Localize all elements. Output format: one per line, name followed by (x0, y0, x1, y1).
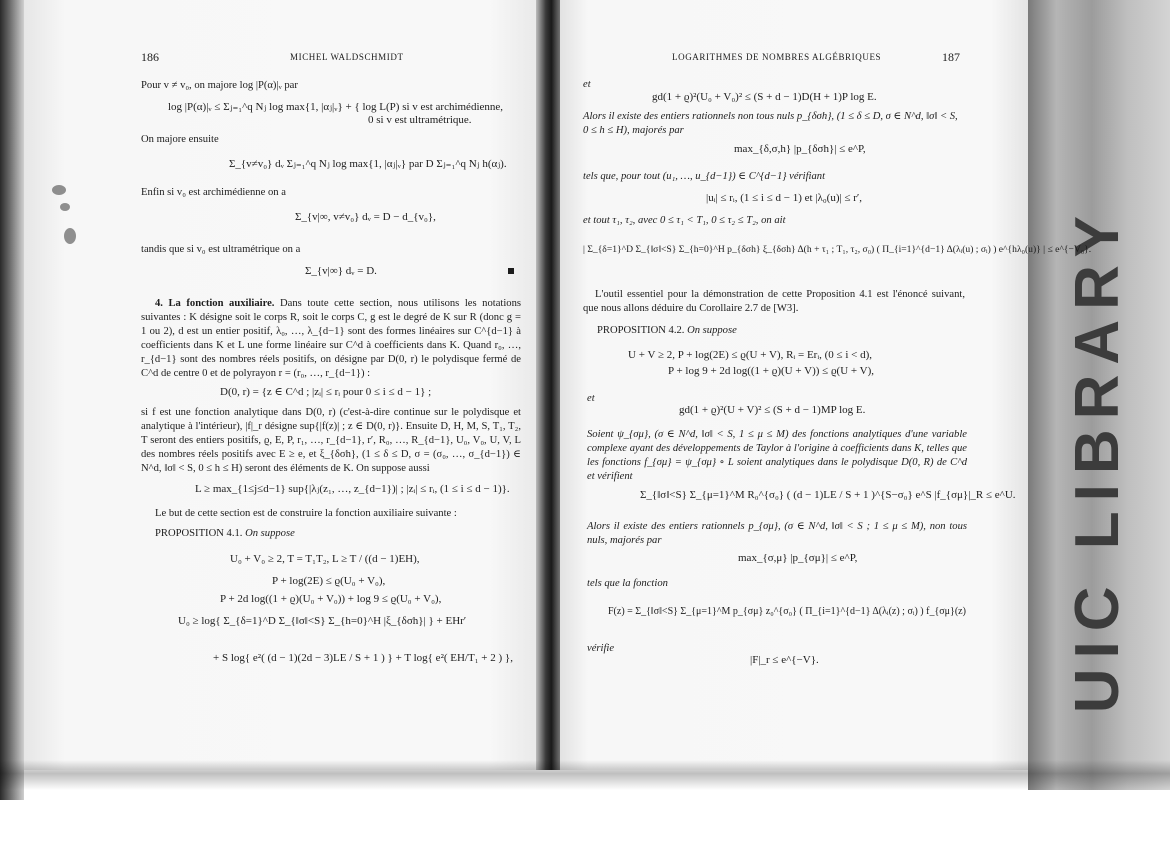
formula: log |P(α)|ᵥ ≤ Σⱼ₌₁^q Nⱼ log max{1, |αⱼ|ᵥ} + { log L(P) si v est archimédienne, (168, 101, 504, 113)
formula: U + V ≥ 2, P + log(2E) ≤ ϱ(U + V), Rᵢ = Erᵢ, (0 ≤ i < d), (628, 349, 872, 361)
text-line: et (587, 393, 595, 404)
text-line: et (583, 79, 591, 90)
formula: L ≥ max_{1≤j≤d−1} sup{|λⱼ(z₁, …, z_{d−1})| ; |zᵢ| ≤ rᵢ, (1 ≤ i ≤ d − 1)}. (195, 483, 510, 495)
left-running-head: MICHEL WALDSCHMIDT (290, 52, 404, 62)
formula: P + log(2E) ≤ ϱ(U₀ + V₀), (272, 575, 386, 587)
formula: 0 si v est ultramétrique. (368, 114, 472, 126)
paragraph: Soient ψ_{σμ}, (σ ∈ N^d, ‖σ‖ < S, 1 ≤ μ ≤ M) des fonctions analytiques d'une variable complexe ayant des développements de Taylor à l'origine à coefficients dans K, telles que les fonctions f_{σμ} = ψ_{σμ} ∘ L soient analytiques dans le polydisque D(0, R) de C^d et vérifient (587, 429, 967, 482)
formula: max_{δ,σ,h} |p_{δσh}| ≤ e^P, (734, 143, 866, 155)
paragraph: L'outil essentiel pour la démonstration de cette Proposition 4.1 est l'énoncé suivant, que nous allons déduire du Corollaire 2.7 de [W3]. (583, 289, 965, 314)
bottom-shadow (0, 760, 1170, 790)
paragraph: si f est une fonction analytique dans D(0, r) (c'est-à-dire continue sur le polydisque et analytique à l'intérieur), |f|_r désigne sup{|f(z)| ; z ∈ D(0, r)}. Ensuite D, H, M, S, T₁, T₂, T seront des entiers positifs, ϱ, E, P, r₁, …, r_{d−1}, r′, R₀, …, R_{d−1}, U₀, V₀, U, V, L des nombres réels positifs avec E ≥ e, et ξ_{δσh}, (1 ≤ δ ≤ D, σ = (σ₀, …, σ_{d−1}) ∈ N^d, ‖σ‖ < S, 0 ≤ h ≤ H) seront des éléments de K. On suppose aussi (141, 407, 521, 474)
text-line: 0 ≤ h ≤ H), majorés par (583, 125, 684, 136)
text-line: vérifie (587, 643, 615, 654)
formula: Σ_{v|∞} dᵥ = D. (305, 265, 377, 277)
text-line: On majore ensuite (141, 134, 219, 145)
formula: Σ_{‖σ‖<S} Σ_{μ=1}^M R₀^{σ₀} ( (d − 1)LE / S + 1 )^{S−σ₀} e^S |f_{σμ}|_R ≤ e^U. (640, 489, 1016, 501)
right-running-head: LOGARITHMES DE NOMBRES ALGÉBRIQUES (672, 52, 882, 62)
text-line: Enfin si v₀ est archimédienne on a (141, 187, 286, 198)
formula: max_{σ,μ} |p_{σμ}| ≤ e^P, (738, 552, 858, 564)
proposition-heading (597, 324, 737, 338)
text-line: Le but de cette section est de construire la fonction auxiliaire suivante : (155, 508, 457, 519)
formula: Σ_{v|∞, v≠v₀} dᵥ = D − d_{v₀}, (295, 211, 436, 223)
text-line: et tout τ₁, τ₂, avec 0 ≤ τ₁ < T₁, 0 ≤ τ₂ ≤ T₂, on ait (583, 215, 786, 226)
formula: |uᵢ| ≤ rᵢ, (1 ≤ i ≤ d − 1) et |λ₀(u)| ≤ r′, (706, 192, 863, 204)
formula: U₀ + V₀ ≥ 2, T = T₁T₂, L ≥ T / ((d − 1)EH), (230, 553, 420, 565)
scan-stain (64, 228, 76, 244)
formula: gd(1 + ϱ)²(U + V)² ≤ (S + d − 1)MP log E. (679, 404, 866, 416)
text-line: tels que, pour tout (u₁, …, u_{d−1}) ∈ C^{d−1} vérifiant (583, 171, 826, 182)
proposition-intro: On suppose (245, 528, 295, 539)
library-stamp: UIC LIBRARY (1062, 206, 1132, 714)
proposition-heading (155, 527, 295, 541)
formula: F(z) = Σ_{‖σ‖<S} Σ_{μ=1}^M p_{σμ} z₀^{σ₀} ( Π_{i=1}^{d−1} Δ(λᵢ(z) ; σᵢ) ) f_{σμ}(z) (608, 606, 966, 617)
formula: D(0, r) = {z ∈ C^d ; |zᵢ| ≤ rᵢ pour 0 ≤ i ≤ d − 1} ; (220, 386, 432, 398)
formula: |F|_r ≤ e^{−V}. (750, 654, 819, 666)
section-heading: 4. La fonction auxiliaire. (155, 298, 275, 309)
text-line: Alors il existe des entiers rationnels non tous nuls p_{δσh}, (1 ≤ δ ≤ D, σ ∈ N^d, ‖σ‖ < S, (583, 111, 958, 122)
formula: + S log{ e²( (d − 1)(2d − 3)LE / S + 1 ) } + T log{ e²( EH/T₁ + 2 ) }, (213, 652, 513, 664)
scan-stain (60, 203, 70, 211)
formula: P + log 9 + 2d log((1 + ϱ)(U + V)) ≤ ϱ(U + V), (668, 365, 875, 377)
formula: U₀ ≥ log{ Σ_{δ=1}^D Σ_{‖σ‖<S} Σ_{h=0}^H |ξ_{δσh}| } + EHr′ (178, 615, 467, 627)
text-line: tels que la fonction (587, 578, 668, 589)
left-page-number: 186 (141, 50, 159, 64)
formula: | Σ_{δ=1}^D Σ_{‖σ‖<S} Σ_{h=0}^H p_{δσh} ξ_{δσh} Δ(h + τ₁ ; T₁, τ₂, σ₀) ( Π_{i=1}^{d−1} Δ(λᵢ(u) ; σᵢ) ) e^{hλ₀(u)} | ≤ e^{−V₀}. (583, 244, 1092, 255)
proposition-intro: On suppose (687, 325, 737, 336)
formula: gd(1 + ϱ)²(U₀ + V₀)² ≤ (S + d − 1)D(H + 1)P log E. (652, 91, 877, 103)
proposition-label: PROPOSITION 4.2. (597, 325, 685, 336)
proposition-label: PROPOSITION 4.1. (155, 528, 243, 539)
right-page-number: 187 (942, 50, 960, 64)
left-edge-shadow (0, 0, 24, 800)
text-line: Pour v ≠ v₀, on majore log |P(α)|ᵥ par (141, 80, 298, 91)
scan-stain (52, 185, 66, 195)
paragraph: Alors il existe des entiers rationnels p_{σμ}, (σ ∈ N^d, ‖σ‖ < S ; 1 ≤ μ ≤ M), non tous nuls, majorés par (587, 521, 967, 546)
text-line: tandis que si v₀ est ultramétrique on a (141, 244, 301, 255)
formula: Σ_{v≠v₀} dᵥ Σⱼ₌₁^q Nⱼ log max{1, |αⱼ|ᵥ} par D Σⱼ₌₁^q Nⱼ h(αⱼ). (229, 158, 507, 170)
section-paragraph (141, 297, 521, 381)
formula: P + 2d log((1 + ϱ)(U₀ + V₀)) + log 9 ≤ ϱ(U₀ + V₀), (220, 593, 442, 605)
qed-square (508, 268, 514, 274)
section-text: Dans toute cette section, nous utilisons les notations suivantes : K désigne soit le corps R, soit le corps C, g est le degré de K sur R (donc g = 1 ou 2), d est un entier positif, λ₀, …, λ_{d−1} sont des formes linéaires sur C^{d−1} à coefficients dans K et L une forme linéaire sur C^d à coefficients dans K. Quand r₀, …, r_{d−1} sont des nombres réels positifs, on désigne par D(0, r) le polydisque fermé de C^d de centre 0 et de polyrayon r = (r₀, …, r_{d−1}) : (141, 298, 521, 379)
